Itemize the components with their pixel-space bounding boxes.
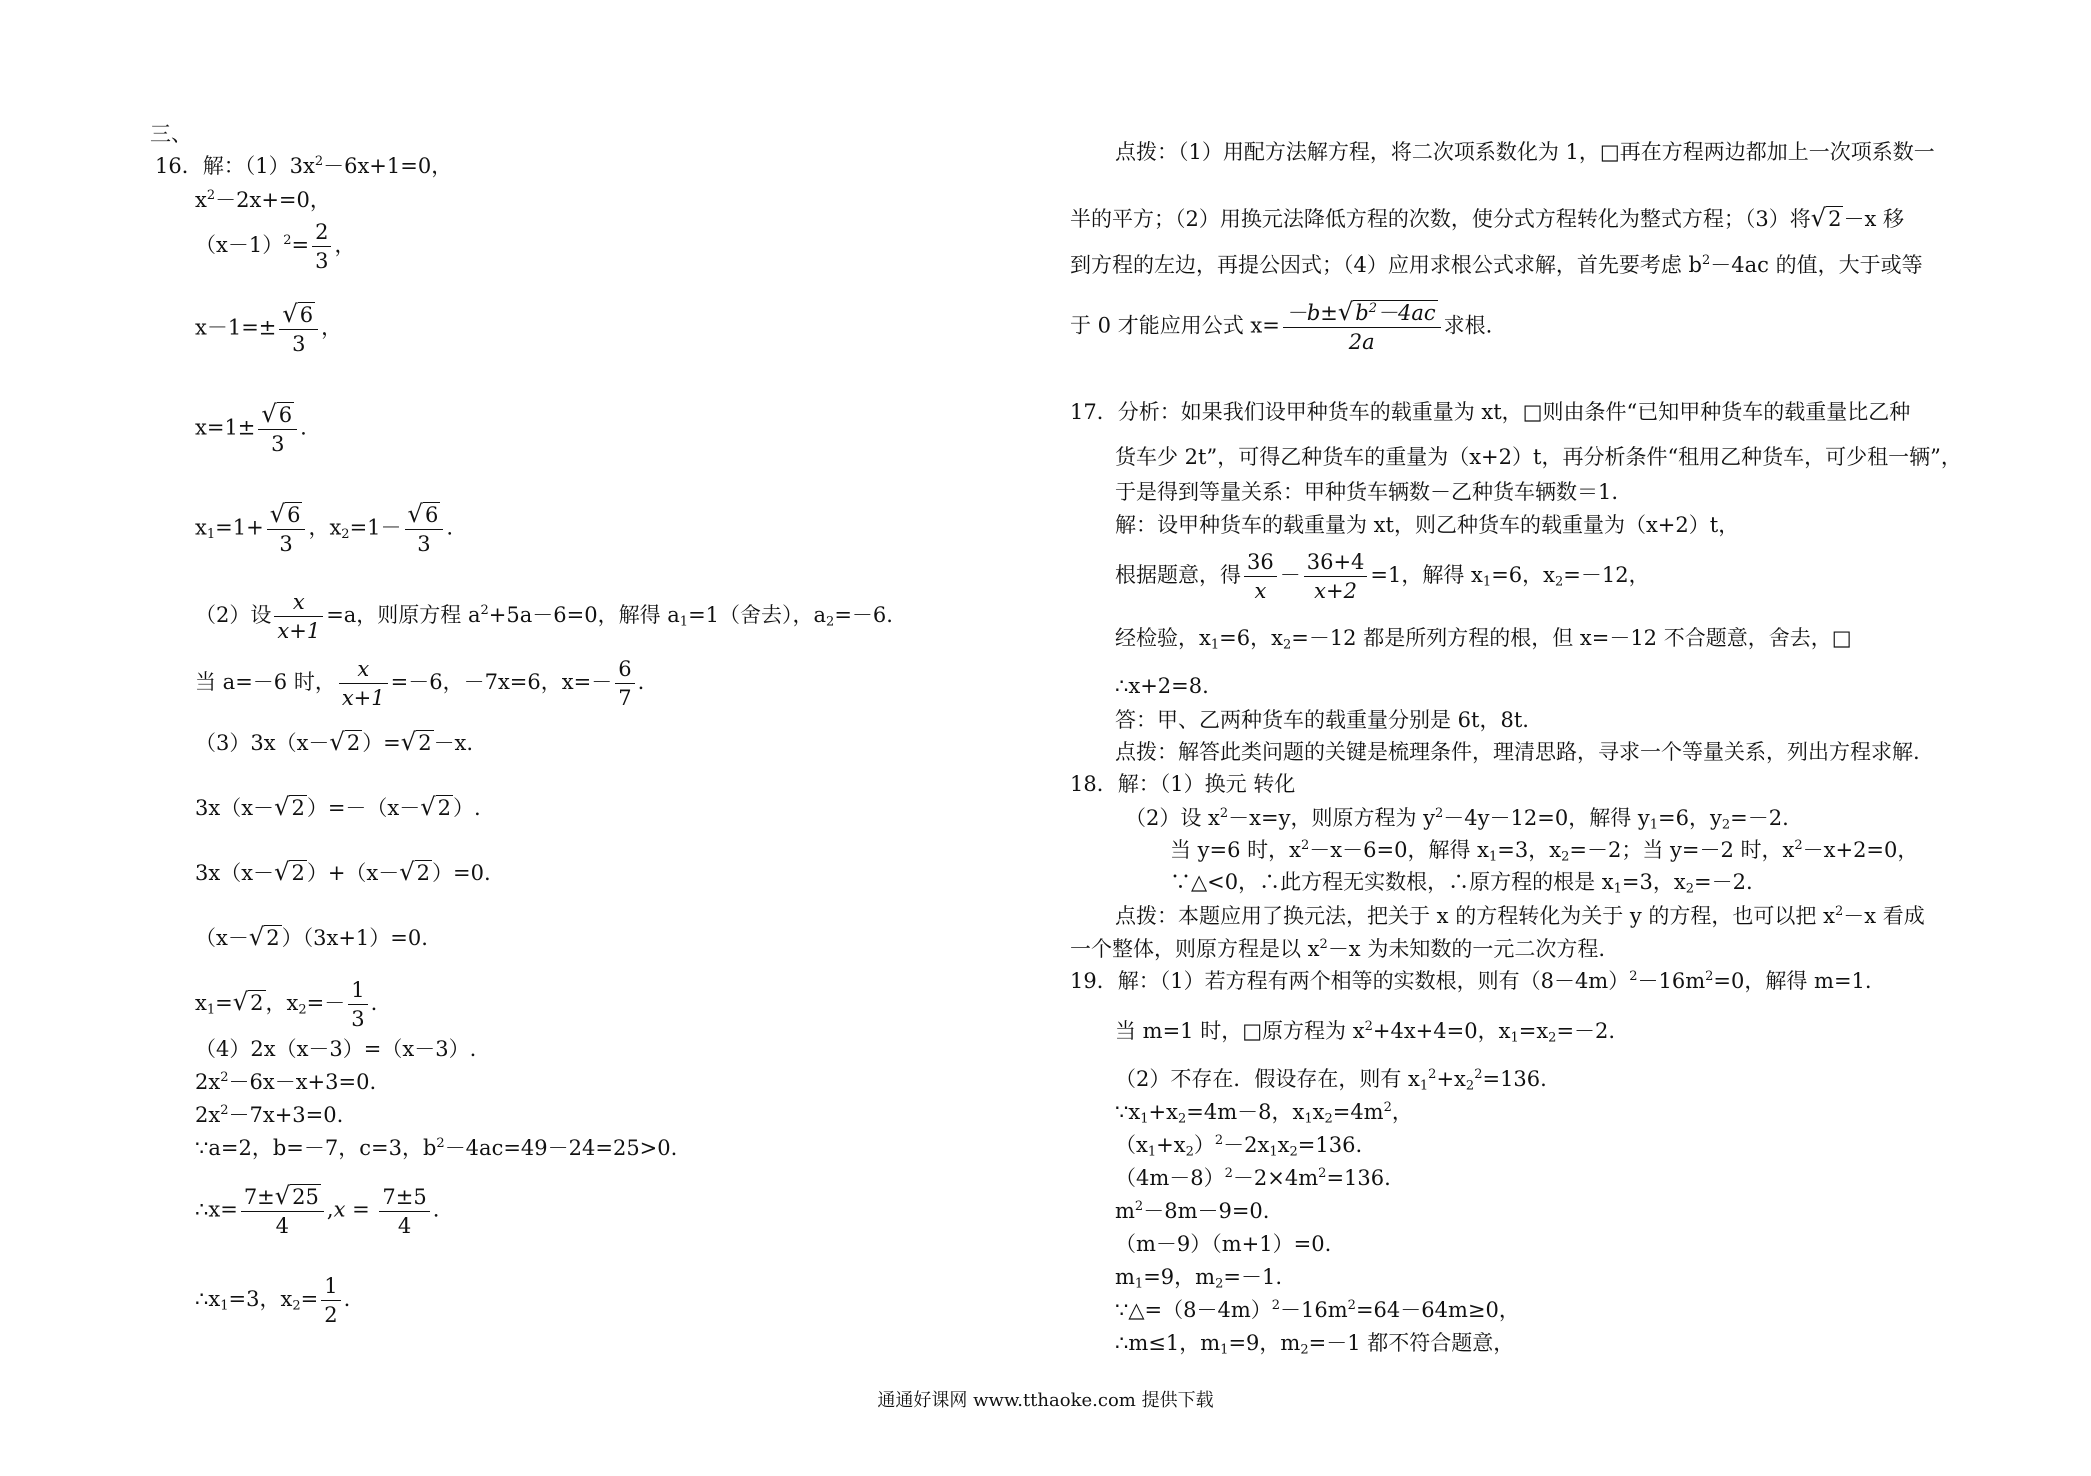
q16-line1: 16．解：$(1)3x^2-6x+1=0$， [155, 154, 453, 178]
sqrt: √2 [248, 923, 280, 951]
q19-line10: $\because\triangle=(8-4m)^2-16m^2=64-64m\ge 0$， [1115, 1298, 1520, 1322]
q16-part3-line5: $x_1=√2$，$x_2=-$ $\frac{1}{3}$ . [195, 978, 378, 1031]
fraction: $\frac{√6}{3}$ [279, 300, 318, 358]
q16-part3-line2: 3x（x－√2）=－（x－√2）. [195, 793, 481, 821]
q19-line7: $m^2-8m-9=0$. [1115, 1199, 1270, 1223]
fraction: $\frac{x}{x+1}$ [274, 588, 323, 645]
q16-part4-line6: $\therefore x_1=3$，$x_2=$ $\frac{1}{2}$ . [195, 1274, 351, 1327]
q16-part4-line4: ∵a=2，b=－7，c=3，$b^2-4ac=49-24=25>0$. [195, 1136, 678, 1160]
q17-line9: 点拨：解答此类问题的关键是梳理条件，理清思路，寻求一个等量关系，列出方程求解. [1115, 740, 1920, 764]
q19-line11: ∴m≤1，$m_1=9$，$m_2=-1$ 都不符合题意， [1115, 1331, 1515, 1358]
q18-line2: （2）设 $x^2-x=y$，则原方程为 $y^2-4y-12=0$，解得 $y_1=6$，$y_2=-2$. [1125, 806, 1789, 833]
fraction: $\frac{36+4}{x+2}$ [1304, 548, 1368, 605]
q18-line5: 点拨：本题应用了换元法，把关于 x 的方程转化为关于 y 的方程，也可以把 $x^2-x$ 看成 [1115, 904, 1925, 928]
sqrt: $√b^2-4ac$ [1337, 298, 1436, 326]
q17-line5: 根据题意，得 $\frac{36}{x}$ － $\frac{36+4}{x+2}$ =1，解得 $x_1=6$，$x_2=-12$， [1115, 550, 1650, 603]
page-footer: 通通好课网 www.tthaoke.com 提供下载 [877, 1390, 1214, 1411]
sqrt: √6 [407, 500, 439, 528]
q16-part4-line5: ∴x= $\frac{7\pm√25}{4}$ ,x = $\frac{7\pm 5}{4}$ . [195, 1182, 440, 1238]
q16-part4-line3: $2x^2-7x+3=0$. [195, 1103, 344, 1127]
q19-line8: （m－9）（m+1）=0. [1115, 1232, 1332, 1256]
q17-line3: 于是得到等量关系：甲种货车辆数－乙种货车辆数＝1. [1115, 480, 1619, 504]
fraction: $\frac{√6}{3}$ [267, 500, 306, 558]
sqrt: √2 [274, 793, 305, 821]
q19-line5: $(x_1+x_2)^2-2x_1x_2=136$. [1115, 1133, 1363, 1160]
q16-number: 16． [155, 154, 203, 178]
q19-line6: $(4m-8)^2-2\times 4m^2=136$. [1115, 1166, 1391, 1190]
sqrt: √25 [274, 1182, 319, 1210]
fraction: $\frac{6}{7}$ [615, 655, 634, 712]
sqrt: √2 [399, 858, 431, 886]
fraction: $\frac{2}{3}$ [312, 218, 331, 275]
sqrt: √6 [282, 300, 314, 328]
q18-line6: 一个整体，则原方程是以 $x^2-x$ 为未知数的一元二次方程. [1070, 937, 1606, 961]
q16-part3-line1: （3）3x（x－√2）=√2－x. [195, 728, 474, 756]
q19-line4: $\because x_1+x_2=4m-8$，$x_1x_2=4m^2$， [1115, 1100, 1413, 1127]
q16-part3-line4: （x－√2）（3x+1）=0. [195, 923, 428, 951]
q16-line5: x=1± $\frac{√6}{3}$ . [195, 400, 307, 456]
sqrt: √2 [400, 728, 432, 756]
q17-line2: 货车少 2t”，可得乙种货车的重量为（x+2）t，再分析条件“租用乙种货车，可少租一辆”， [1115, 445, 1962, 469]
sqrt: √2 [232, 988, 264, 1016]
sqrt: √6 [261, 400, 293, 428]
fraction: $\frac{7\pm√25}{4}$ [241, 1182, 324, 1240]
q16-line4: x－1=± $\frac{√6}{3}$ ， [195, 300, 343, 356]
sqrt: √6 [269, 500, 301, 528]
q16-part4-line1: （4）2x（x－3）=（x－3）. [195, 1037, 477, 1061]
q16-part4-line2: $2x^2-6x-x+3=0$. [195, 1070, 377, 1094]
fraction: $\frac{√6}{3}$ [405, 500, 444, 558]
tip16-line1: 点拨：（1）用配方法解方程，将二次项系数化为 1，□再在方程两边都加上一次项系数一 [1115, 140, 1935, 164]
section-mark: 三、 [150, 122, 192, 146]
q17-line8: 答：甲、乙两种货车的载重量分别是 6t，8t. [1115, 708, 1529, 732]
q16-line2: $x^2-2x+=0$， [195, 188, 331, 212]
q19-line1: 19．解：（1）若方程有两个相等的实数根，则有$(8-4m)^2-16m^2=0$，解得 m=1. [1070, 969, 1872, 993]
q19-line2: 当 m=1 时，□原方程为 $x^2+4x+4=0$，$x_1=x_2=-2$. [1115, 1019, 1616, 1046]
quadratic-formula: $\frac{-b\pm√b^2-4ac}{2a}$ [1283, 298, 1441, 356]
q18-line4: ∵△<0，∴此方程无实数根，∴原方程的根是 $x_1=3$，$x_2=-2$. [1170, 870, 1753, 897]
tip16-line3: 到方程的左边，再提公因式；（4）应用求根公式求解，首先要考虑 $b^2-4ac$ 的值，大于或等 [1070, 253, 1923, 277]
fraction: $\frac{1}{3}$ [348, 976, 367, 1033]
fraction: $\frac{x}{x+1}$ [339, 655, 388, 712]
q16-part2-line2: 当 a=－6 时， $\frac{x}{x+1}$ =－6，－7x=6，x=－ $\frac{6}{7}$ . [195, 657, 645, 710]
fraction: $\frac{7\pm 5}{4}$ [379, 1183, 429, 1240]
q18-line1: 18．解：（1）换元 转化 [1070, 772, 1296, 796]
q17-line4: 解：设甲种货车的载重量为 xt，则乙种货车的载重量为（x+2）t， [1115, 513, 1740, 537]
sqrt: √2 [274, 858, 305, 886]
sqrt: √2 [1810, 204, 1842, 232]
q16-line3: $(x-1)^2=$ $\frac{2}{3}$ ， [195, 220, 356, 273]
q16-part3-line3: 3x（x－√2）+（x－√2）=0. [195, 858, 491, 886]
fraction: $\frac{36}{x}$ [1244, 548, 1277, 605]
q19-line9: $m_1=9$，$m_2=-1$. [1115, 1265, 1282, 1292]
tip16-line2: 半的平方；（2）用换元法降低方程的次数，使分式方程转化为整式方程；（3）将√2－x 移 [1070, 204, 1905, 232]
fraction: $\frac{1}{2}$ [321, 1272, 340, 1329]
q17-line7: ∴x+2=8. [1115, 674, 1209, 698]
sqrt: √2 [329, 728, 361, 756]
q18-line3: 当 y=6 时，$x^2-x-6=0$，解得 $x_1=3$，$x_2=-2$；当 y=－2 时，$x^2-x+2=0$， [1170, 838, 1919, 865]
q16-part2-line1: （2）设 $\frac{x}{x+1}$ =a，则原方程 $a^2+5a-6=0$，解得 $a_1=1$（舍去），$a_2=-6$. [195, 590, 893, 643]
q17-line1: 17．分析：如果我们设甲种货车的载重量为 xt，□则由条件“已知甲种货车的载重量比乙种 [1070, 400, 1911, 424]
tip16-line4: 于 0 才能应用公式 x= $\frac{-b\pm√b^2-4ac}{2a}$ 求根. [1070, 298, 1493, 354]
q16-line6: $x_1=1+$ $\frac{√6}{3}$ ，$x_2=1-$ $\frac{√6}{3}$ . [195, 500, 453, 556]
sqrt: √2 [420, 793, 452, 821]
fraction: $\frac{√6}{3}$ [258, 400, 297, 458]
q19-line3: （2）不存在．假设存在，则有 $x_1^2+x_2^2=136$. [1115, 1067, 1547, 1094]
q17-line6: 经检验，$x_1=6$，$x_2=-12$ 都是所列方程的根，但 x=－12 不合题意，舍去，□ [1115, 626, 1852, 653]
